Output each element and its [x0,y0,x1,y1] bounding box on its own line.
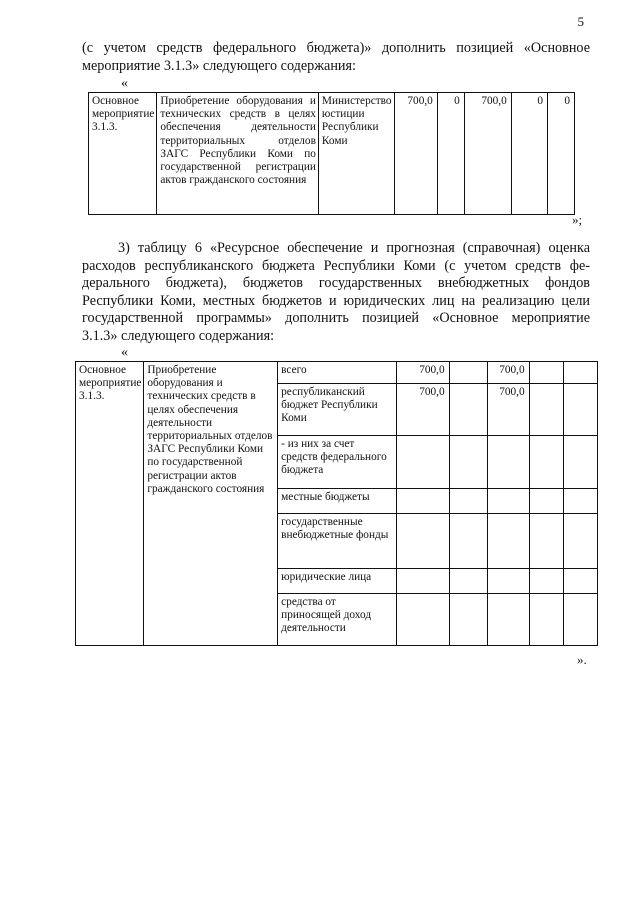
value-cell [529,594,564,646]
value-cell [449,594,487,646]
measure-title-cell: Приобретение оборудования и технических средств в целях обеспечения деятельности территориальных отделов ЗАГС Республики Коми по государственной регистрации актов гражданского состояния [157,93,319,215]
value-cell: 0 [437,93,464,215]
table-resource-provision [75,361,598,646]
value-cell [396,489,449,514]
value-cell [564,362,598,384]
measure-cell: Основное мероприятие 3.1.3. [76,362,144,646]
value-cell [564,489,598,514]
executor-cell: Министерство юстиции Республики Коми [318,93,394,215]
item3-line: 3.1.3» следующего содержания: [82,327,275,344]
value-cell [529,436,564,489]
intro-line: мероприятие 3.1.3» следующего содержания: [82,57,356,74]
value-cell [449,384,487,436]
value-cell [488,489,530,514]
close-quote-mark: »; [572,212,583,227]
value-cell [396,514,449,569]
value-cell [449,436,487,489]
open-quote-mark: « [121,345,128,360]
page-number: 5 [577,14,584,29]
value-cell [488,514,530,569]
funding-source-cell: местные бюджеты [278,489,397,514]
close-quote-mark: ». [577,652,587,667]
item3-line: дерального бюджета), бюджетов государственных внебюджетных фондов [82,275,590,291]
item3-line: Республики Коми, местных бюджетов и юридических лиц на реализацию цели [82,292,590,309]
value-cell [564,594,598,646]
funding-source-cell: государственные внебюджетные фонды [278,514,397,569]
measure-cell: Основное мероприятие 3.1.3. [89,93,157,215]
value-cell [564,384,598,436]
value-cell [396,569,449,594]
funding-source-cell: юридические лица [278,569,397,594]
value-cell [488,594,530,646]
value-cell [449,489,487,514]
value-cell: 700,0 [396,384,449,436]
value-cell [529,569,564,594]
value-cell: 0 [511,93,547,215]
value-cell [564,514,598,569]
value-cell [564,569,598,594]
value-cell: 0 [547,93,574,215]
value-cell [529,489,564,514]
table-measure-executor [88,92,575,215]
intro-paragraph [82,40,590,75]
value-cell [488,569,530,594]
value-cell [449,362,487,384]
item3-line: расходов республиканского бюджета Республики Коми (с учетом средств фе- [82,257,590,274]
value-cell [529,362,564,384]
open-quote-mark: « [121,76,128,91]
table-row [76,362,598,384]
funding-source-cell: республиканский бюджет Республики Коми [278,384,397,436]
value-cell: 700,0 [394,93,437,215]
value-cell [396,436,449,489]
value-cell [449,569,487,594]
value-cell [396,594,449,646]
value-cell [488,436,530,489]
value-cell [529,384,564,436]
table-row [89,93,575,215]
value-cell [449,514,487,569]
value-cell: 700,0 [488,362,530,384]
value-cell: 700,0 [396,362,449,384]
value-cell: 700,0 [464,93,511,215]
value-cell: 700,0 [488,384,530,436]
intro-line: (с учетом средств федерального бюджета)» дополнить позицией «Основное [82,40,590,56]
funding-source-cell: средства от приносящей доход деятельности [278,594,397,646]
funding-source-cell: - из них за счет средств федерального бюджета [278,436,397,489]
item3-paragraph [82,240,590,345]
value-cell [564,436,598,489]
measure-title-cell: Приобретение оборудования и технических средств в целях обеспечения деятельности территориальных отделов ЗАГС Республики Коми по государственной регистрации актов гражданского состояния [144,362,278,646]
item3-line: государственной программы» дополнить позицией «Основное мероприятие [82,310,590,326]
item3-line: 3) таблицу 6 «Ресурсное обеспечение и прогнозная (справочная) оценка [118,240,590,256]
funding-source-cell: всего [278,362,397,384]
value-cell [529,514,564,569]
